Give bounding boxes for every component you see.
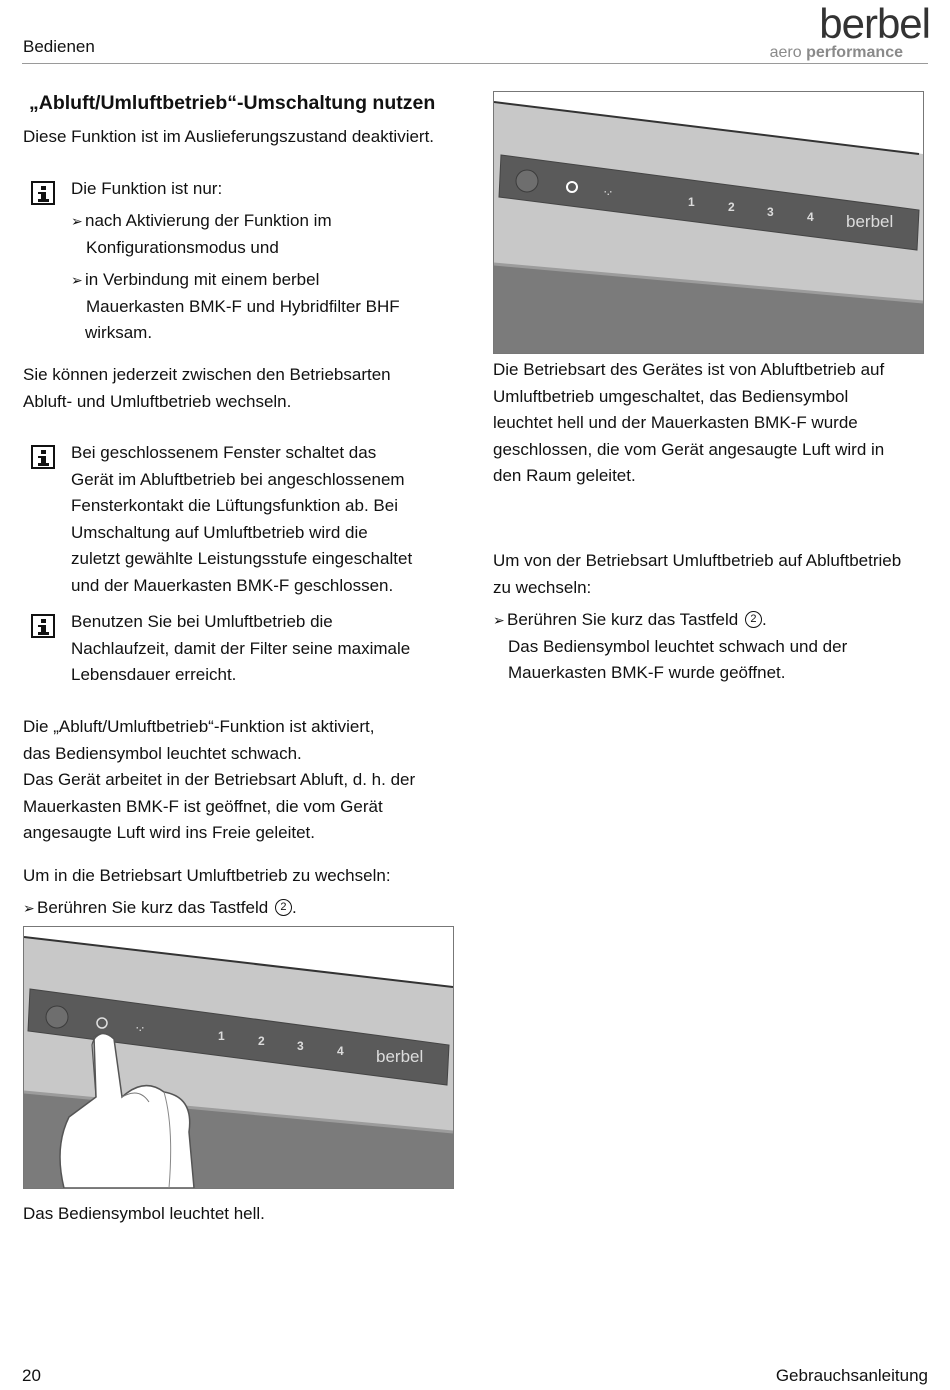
text-line: Bei geschlossenem Fenster schaltet das [71, 443, 377, 462]
level-3-label: 3 [767, 205, 774, 219]
text-line: Abluft- und Umluftbetrieb wechseln. [23, 391, 292, 411]
caption-left: Das Bediensymbol leuchtet hell. [23, 1204, 265, 1223]
text-line: zu wechseln: [493, 577, 592, 597]
switch-paragraph [23, 362, 391, 415]
to-umluft-step [23, 895, 297, 922]
header-section-title: Bedienen [23, 37, 95, 56]
control-panel-figure [493, 91, 924, 354]
control-panel-figure-touch [23, 926, 454, 1189]
text-line: Die „Abluft/Umluftbetrieb“-Funktion ist aktiviert, [23, 717, 375, 736]
to-abluft-step [493, 607, 847, 687]
to-abluft-lead [493, 548, 901, 601]
level-2-label: 2 [728, 200, 735, 214]
level-1-label: 1 [688, 195, 695, 209]
footer-document-title: Gebrauchsanleitung [775, 1366, 928, 1385]
text-line: Das Gerät arbeitet in der Betriebsart Abluft, d. h. der [23, 770, 416, 790]
arrow-bullet-icon: ➢ [71, 272, 83, 288]
header-divider [22, 63, 928, 64]
text-line: zuletzt gewählte Leistungsstufe eingeschaltet [71, 549, 413, 569]
info3-text [71, 609, 410, 689]
control-panel-illustration [494, 92, 923, 353]
svg-text:·.·: ·.· [604, 187, 613, 197]
logo-wordmark: berbel [819, 0, 930, 47]
arrow-bullet-icon: ➢ [493, 612, 505, 628]
text-line: Um von der Betriebsart Umluftbetrieb auf Abluftbetrieb [493, 551, 902, 570]
text-line: geschlossen, die vom Gerät angesaugte Luft wird in [493, 439, 885, 459]
bullet-text: in Verbindung mit einem berbel [85, 270, 320, 289]
text-line: Mauerkasten BMK-F ist geöffnet, die vom Gerät [23, 796, 383, 816]
step-tail: . [291, 898, 297, 917]
step-text: Berühren Sie kurz das Tastfeld [37, 898, 269, 917]
to-umluft-lead: Um in die Betriebsart Umluftbetrieb zu wechseln: [23, 866, 391, 885]
circled-number: 2 [745, 611, 762, 628]
info1-bullet [71, 208, 332, 261]
level-1-label: 1 [218, 1029, 225, 1043]
level-3-label: 3 [297, 1039, 304, 1053]
text-line: Gerät im Abluftbetrieb bei angeschlossenem [71, 469, 405, 489]
text-line: Sie können jederzeit zwischen den Betriebsarten [23, 365, 391, 384]
active-paragraph [23, 714, 415, 847]
text-line: Fensterkontakt die Lüftungsfunktion ab. Bei [71, 496, 398, 516]
panel-brand: berbel [376, 1047, 424, 1066]
circled-number: 2 [275, 899, 292, 916]
level-4-label: 4 [807, 210, 814, 224]
text-line: angesaugte Luft wird ins Freie geleitet. [23, 823, 316, 843]
step-text: Berühren Sie kurz das Tastfeld [507, 610, 739, 629]
bullet-text: wirksam. [85, 323, 153, 343]
text-line: Die Betriebsart des Gerätes ist von Abluftbetrieb auf [493, 360, 885, 379]
svg-text:·.·: ·.· [136, 1023, 145, 1033]
caption-right [493, 357, 884, 490]
control-panel-illustration [24, 927, 453, 1188]
info1-heading: Die Funktion ist nur: [71, 179, 223, 198]
page-number: 20 [22, 1366, 41, 1385]
intro-text: Diese Funktion ist im Auslieferungszustand deaktiviert. [23, 127, 435, 146]
text-line: das Bediensymbol leuchtet schwach. [23, 743, 302, 763]
logo-tagline [770, 44, 903, 62]
info-icon [31, 181, 55, 205]
logo-tagline-light: aero [769, 44, 802, 61]
bullet-text: nach Aktivierung der Funktion im [85, 211, 332, 230]
berbel-logo [760, 0, 930, 64]
info1-bullet [71, 267, 400, 347]
info2-text [71, 440, 412, 600]
result-text: Mauerkasten BMK-F wurde geöffnet. [508, 663, 786, 683]
text-line: den Raum geleitet. [493, 466, 636, 486]
arrow-bullet-icon: ➢ [71, 213, 83, 229]
text-line: und der Mauerkasten BMK-F geschlossen. [71, 575, 394, 595]
level-2-label: 2 [258, 1034, 265, 1048]
bullet-text: Mauerkasten BMK-F und Hybridfilter BHF [86, 296, 400, 316]
result-text: Das Bediensymbol leuchtet schwach und der [508, 636, 848, 656]
text-line: Benutzen Sie bei Umluftbetrieb die [71, 612, 333, 631]
step-tail: . [761, 610, 767, 629]
bullet-text: Konfigurationsmodus und [86, 237, 279, 257]
text-line: leuchtet hell und der Mauerkasten BMK-F wurde [493, 413, 858, 433]
text-line: Umluftbetrieb umgeschaltet, das Bediensymbol [493, 386, 849, 406]
text-line: Lebensdauer erreicht. [71, 665, 237, 685]
section-heading: „Abluft/Umluftbetrieb“-Umschaltung nutzen [29, 92, 436, 114]
panel-brand: berbel [846, 212, 894, 231]
info-icon [31, 445, 55, 469]
text-line: Nachlaufzeit, damit der Filter seine maximale [71, 638, 411, 658]
level-4-label: 4 [337, 1044, 344, 1058]
text-line: Umschaltung auf Umluftbetrieb wird die [71, 522, 368, 542]
logo-tagline-bold: performance [806, 44, 903, 61]
info-icon [31, 614, 55, 638]
arrow-bullet-icon: ➢ [23, 900, 35, 916]
